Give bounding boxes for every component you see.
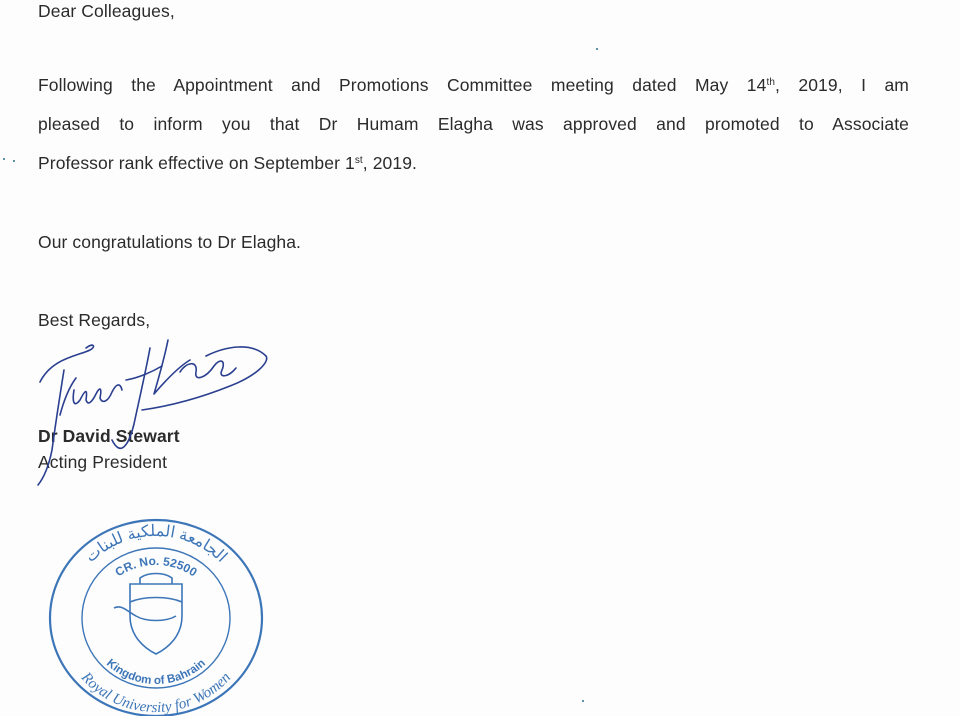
paragraph-1-line-2: pleased to inform you that Dr Humam Elagha was approved and promoted to Associate — [38, 114, 909, 134]
paragraph-1-line-1-text: Following the Appointment and Promotions Committee meeting dated May 14 — [38, 75, 767, 95]
seal-arabic-text: الجامعة الملكية للبنات — [82, 522, 230, 566]
seal-cr-number: CR. No. 52500 — [112, 553, 200, 580]
scan-speck — [13, 160, 15, 162]
paragraph-1-line-3-text: Professor rank effective on September 1 — [38, 153, 355, 173]
shield-emblem-icon — [114, 574, 182, 655]
salutation: Dear Colleagues, — [38, 1, 175, 21]
signer-name: Dr David Stewart — [38, 426, 180, 446]
seal-country: Kingdom of Bahrain — [104, 657, 208, 688]
paragraph-1-line-1 — [38, 74, 909, 96]
scan-speck — [596, 48, 598, 50]
seal-university-name: Royal University for Women — [77, 669, 235, 716]
closing: Best Regards, — [38, 310, 151, 330]
date-suffix: th — [766, 77, 775, 88]
congratulations-paragraph: Our congratulations to Dr Elagha. — [38, 232, 302, 252]
paragraph-1-line-3-end: , 2019. — [362, 153, 418, 173]
scan-speck — [3, 158, 5, 160]
paragraph-1-line-1-end: , 2019, I am — [774, 75, 909, 95]
scan-speck — [582, 700, 584, 702]
handwritten-signature — [30, 320, 275, 490]
university-seal — [44, 512, 269, 716]
date-suffix: st — [354, 155, 363, 166]
signer-title: Acting President — [38, 452, 168, 472]
paragraph-1-line-3 — [38, 152, 417, 174]
